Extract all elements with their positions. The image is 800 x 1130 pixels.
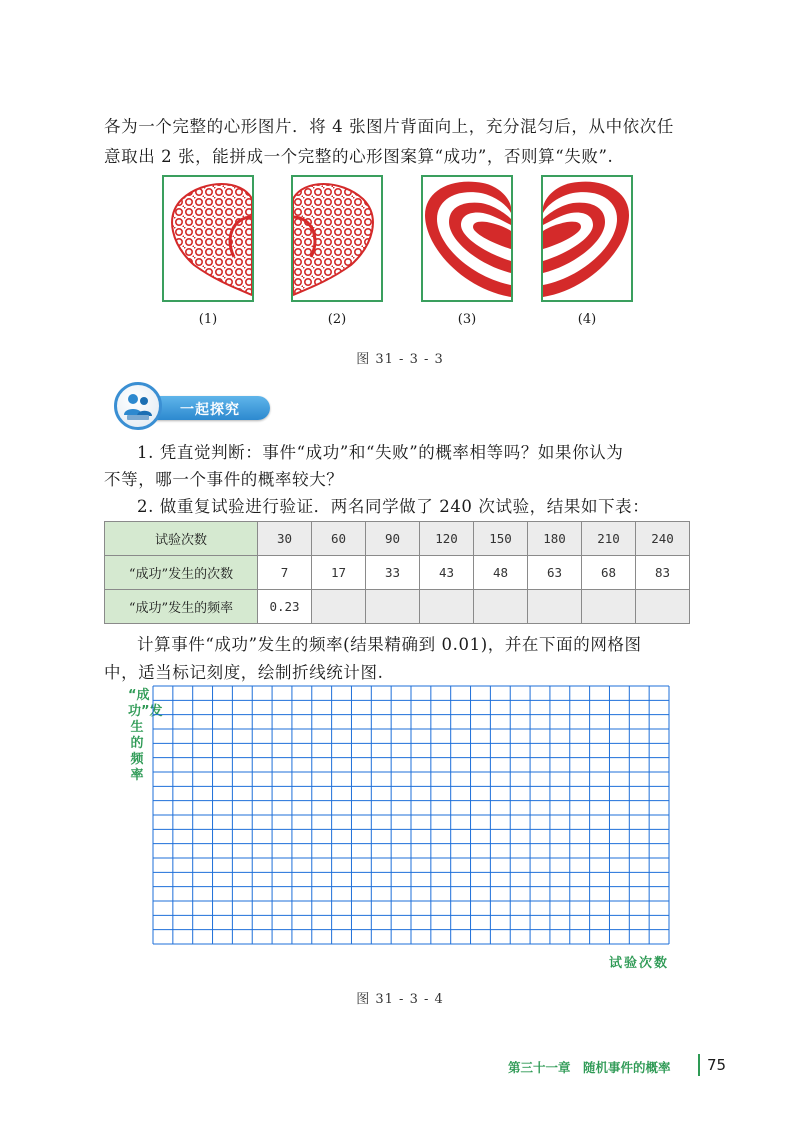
people-group-icon [114,382,162,430]
page-number: 75 [707,1056,727,1074]
table-cell-blank[interactable] [474,590,528,624]
experiment-table [104,521,690,624]
table-cell: 68 [582,556,636,590]
table-row [105,590,690,624]
table-cell: 7 [258,556,312,590]
table-cell: 63 [528,556,582,590]
figure-label-4: (4) [577,312,597,327]
table-row-header: “成功”发生的次数 [105,556,258,590]
table-cell: 180 [528,522,582,556]
table-cell: 60 [312,522,366,556]
section-badge [108,382,278,430]
figure-caption-bottom: 图 31 - 3 - 4 [356,992,444,1007]
question-1-line-2: 不等，哪一个事件的概率较大？ [104,470,344,489]
question-2: 2. 做重复试验进行验证．两名同学做了 240 次试验，结果如下表： [137,497,650,516]
heart-figure-1 [162,175,254,302]
figure-label-1: (1) [198,312,218,327]
heart-figure-2 [291,175,383,302]
table-cell: 83 [636,556,690,590]
figure-label-3: (3) [457,312,477,327]
chapter-footer: 第三十一章 随机事件的概率 [508,1060,671,1075]
table-cell: 240 [636,522,690,556]
instruction-line-1: 计算事件“成功”发生的频率(结果精确到 0.01)，并在下面的网格图 [137,635,642,654]
table-cell: 210 [582,522,636,556]
table-row [105,522,690,556]
table-cell: 0.23 [258,590,312,624]
section-title: 一起探究 [180,402,240,418]
table-cell: 120 [420,522,474,556]
blank-grid-chart[interactable] [152,685,670,945]
figure-label-2: (2) [327,312,347,327]
instruction-line-2: 中，适当标记刻度，绘制折线统计图. [104,663,384,682]
table-cell-blank[interactable] [582,590,636,624]
heart-figure-4 [541,175,633,302]
grid-y-axis-label: “成功”发生的频率 [128,688,163,783]
figure-caption-top: 图 31 - 3 - 3 [356,352,444,367]
footer-divider [698,1054,700,1076]
table-row [105,556,690,590]
table-cell-blank[interactable] [528,590,582,624]
table-cell-blank[interactable] [366,590,420,624]
table-cell: 30 [258,522,312,556]
intro-line-2: 意取出 2 张，能拼成一个完整的心形图案算“成功”，否则算“失败”. [104,147,614,166]
table-cell: 150 [474,522,528,556]
table-row-header: 试验次数 [105,522,258,556]
table-cell-blank[interactable] [420,590,474,624]
intro-line-1: 各为一个完整的心形图片．将 4 张图片背面向上，充分混匀后，从中依次任 [104,117,674,136]
table-cell: 48 [474,556,528,590]
table-cell: 43 [420,556,474,590]
question-1-line-1: 1. 凭直觉判断：事件“成功”和“失败”的概率相等吗？如果你认为 [137,443,624,462]
table-cell: 17 [312,556,366,590]
table-cell-blank[interactable] [312,590,366,624]
table-cell: 33 [366,556,420,590]
table-row-header: “成功”发生的频率 [105,590,258,624]
table-cell-blank[interactable] [636,590,690,624]
grid-x-axis-label: 试验次数 [609,956,670,971]
table-cell: 90 [366,522,420,556]
heart-figure-3 [421,175,513,302]
